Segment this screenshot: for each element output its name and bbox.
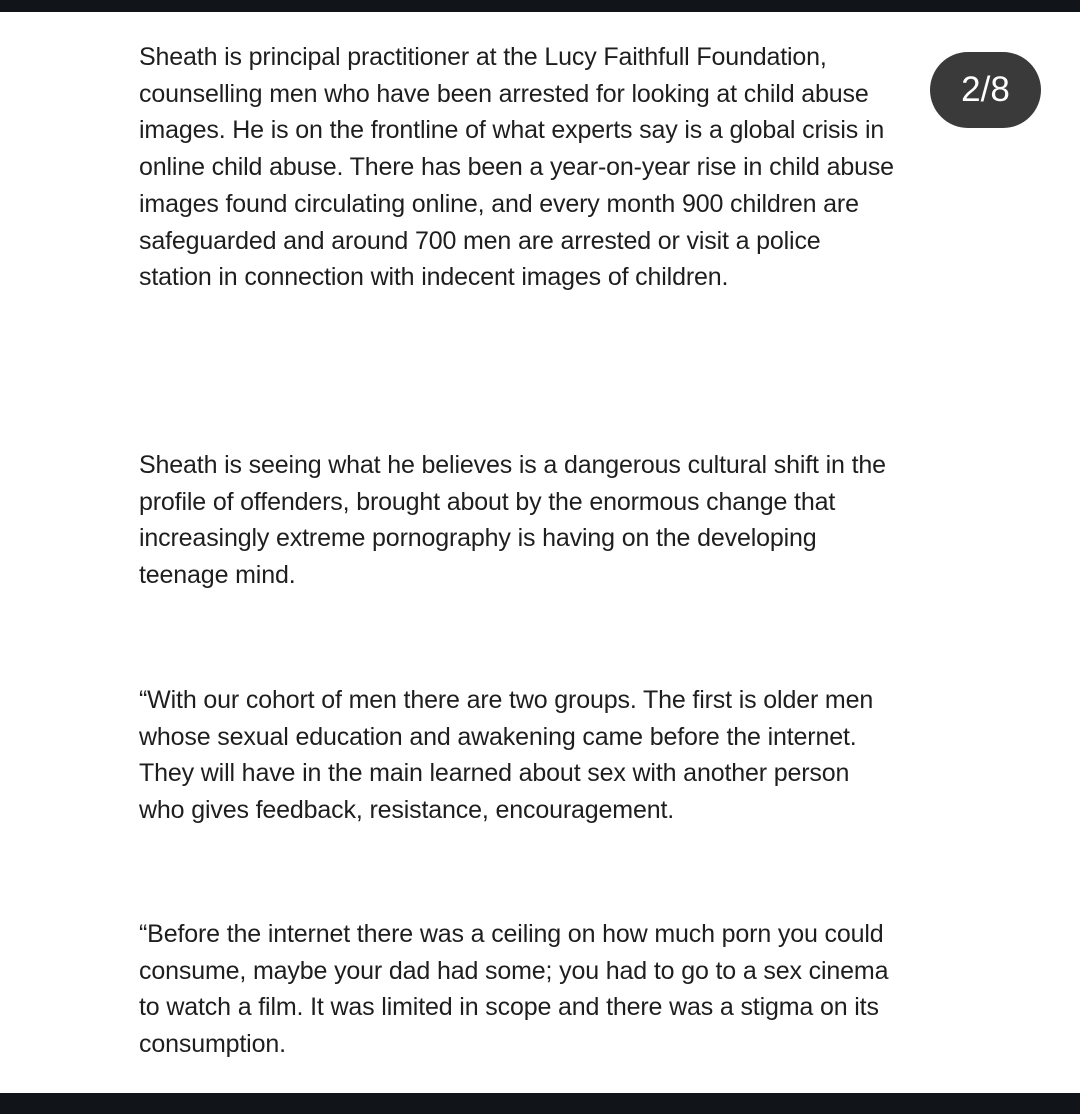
- article-paragraph: [139, 447, 949, 594]
- article-paragraph: [139, 682, 949, 829]
- bottom-bar: [0, 1093, 1080, 1114]
- text-line: counselling men who have been arrested for looking at child abuse: [139, 79, 869, 108]
- text-line: profile of offenders, brought about by the enormous change that: [139, 487, 836, 516]
- text-line: station in connection with indecent images of children.: [139, 263, 729, 292]
- text-line: teenage mind.: [139, 561, 296, 590]
- article-paragraph: [139, 916, 949, 1063]
- text-line: who gives feedback, resistance, encouragement.: [139, 796, 675, 825]
- text-line: They will have in the main learned about sex with another person: [139, 759, 850, 788]
- text-line: images. He is on the frontline of what experts say is a global crisis in: [139, 116, 885, 145]
- article-paragraph: [139, 39, 949, 296]
- text-line: images found circulating online, and every month 900 children are: [139, 189, 859, 218]
- text-line: safeguarded and around 700 men are arrested or visit a police: [139, 226, 821, 255]
- text-line: consumption.: [139, 1030, 286, 1059]
- page-counter-badge: 2/8: [930, 52, 1041, 128]
- top-bar: [0, 0, 1080, 12]
- text-line: Sheath is seeing what he believes is a dangerous cultural shift in the: [139, 451, 886, 479]
- text-line: “With our cohort of men there are two groups. The first is older men: [139, 686, 874, 714]
- text-line: Sheath is principal practitioner at the Lucy Faithfull Foundation,: [139, 43, 827, 71]
- text-line: consume, maybe your dad had some; you had to go to a sex cinema: [139, 956, 889, 985]
- text-line: whose sexual education and awakening came before the internet.: [139, 722, 857, 751]
- text-line: online child abuse. There has been a year-on-year rise in child abuse: [139, 153, 894, 182]
- text-line: “Before the internet there was a ceiling on how much porn you could: [139, 920, 884, 948]
- text-line: to watch a film. It was limited in scope and there was a stigma on its: [139, 993, 879, 1022]
- text-line: increasingly extreme pornography is having on the developing: [139, 524, 817, 553]
